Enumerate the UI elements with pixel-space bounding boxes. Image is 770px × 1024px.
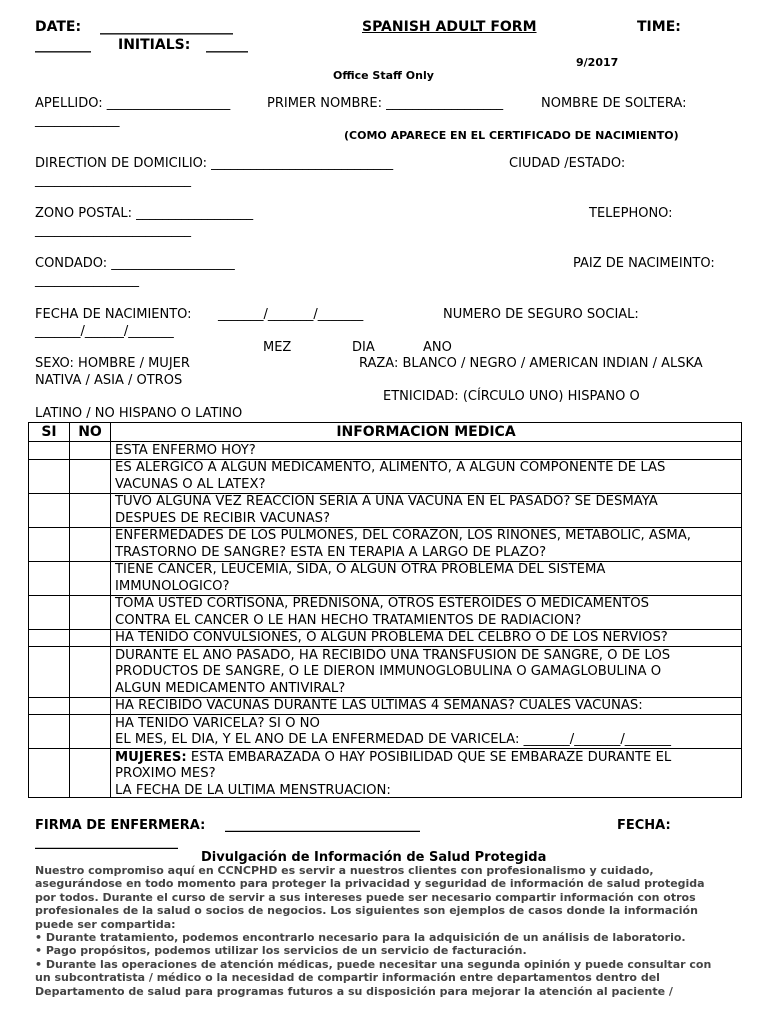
- fecha-nacimiento-label: FECHA DE NACIMIENTO:: [35, 307, 192, 322]
- checkbox-no[interactable]: [70, 528, 110, 562]
- checkbox-no[interactable]: [70, 596, 110, 630]
- date-field[interactable]: ___________________: [100, 19, 233, 35]
- privacy-notice: [35, 864, 740, 998]
- question-text: DESPUES DE RECIBIR VACUNAS?: [115, 510, 331, 526]
- medical-question: [115, 750, 737, 800]
- notice-line: Departamento de salud para programas futuros a su disposición para mejorar la atención al paciente /: [35, 984, 673, 998]
- firma-field[interactable]: ______________________________: [225, 818, 420, 833]
- checkbox-no[interactable]: [70, 698, 110, 716]
- checkbox-si[interactable]: [29, 528, 69, 562]
- question-text: ESTA ENFERMO HOY?: [115, 442, 256, 458]
- checkbox-no[interactable]: [70, 442, 110, 460]
- initials-label: INITIALS:: [118, 37, 191, 53]
- firma-label: FIRMA DE ENFERMERA:: [35, 818, 206, 833]
- sexo-field[interactable]: SEXO: HOMBRE / MUJER: [35, 356, 190, 371]
- question-text: HA TENIDO CONVULSIONES, O ALGUN PROBLEMA DEL CELBRO O DE LOS NERVIOS?: [115, 630, 668, 645]
- notice-line: un subcontratista / médico o la necesidad de compartir información entre departamentos dentro del: [35, 971, 660, 985]
- column-header-no: NO: [78, 424, 102, 440]
- medical-question: [115, 648, 737, 698]
- question-text: EL MES, EL DIA, Y EL ANO DE LA ENFERMEDAD DE VARICELA: _______/_______/_______: [115, 732, 671, 747]
- checkbox-no[interactable]: [70, 630, 110, 648]
- fecha-field[interactable]: ______________________: [35, 835, 178, 850]
- checkbox-si[interactable]: [29, 596, 69, 630]
- checkbox-no[interactable]: [70, 715, 110, 749]
- checkbox-si[interactable]: [29, 715, 69, 749]
- initials-prefix-field[interactable]: ________: [35, 37, 91, 53]
- mujeres-label: MUJERES:: [115, 749, 187, 765]
- medical-question: [115, 443, 737, 460]
- question-text: ESTA EMBARAZADA O HAY POSIBILIDAD QUE SE EMBARAZE DURANTE EL: [186, 749, 672, 765]
- apellido-field[interactable]: APELLIDO: ___________________: [35, 96, 231, 111]
- revision-date: 9/2017: [576, 56, 619, 69]
- raza-field-cont: NATIVA / ASIA / OTROS: [35, 373, 183, 388]
- telefono-label: TELEPHONO:: [589, 206, 673, 221]
- seguro-social-field[interactable]: _______/______/_______: [35, 324, 174, 339]
- question-text: LA FECHA DE LA ULTIMA MENSTRUACION:: [115, 782, 391, 798]
- question-text: TRASTORNO DE SANGRE? ESTA EN TERAPIA A LARGO DE PLAZO?: [115, 544, 547, 560]
- medical-question: [115, 698, 737, 715]
- seguro-social-label: NUMERO DE SEGURO SOCIAL:: [443, 307, 639, 322]
- fecha-label: FECHA:: [617, 818, 671, 833]
- date-label: DATE:: [35, 19, 82, 35]
- checkbox-no[interactable]: [70, 494, 110, 528]
- checkbox-si[interactable]: [29, 562, 69, 596]
- question-text: PROXIMO MES?: [115, 766, 216, 781]
- question-text: ALGUN MEDICAMENTO ANTIVIRAL?: [115, 680, 346, 696]
- postal-field[interactable]: ZONO POSTAL: __________________: [35, 206, 254, 221]
- telefono-field[interactable]: ________________________: [35, 223, 191, 238]
- certificado-note: (COMO APARECE EN EL CERTIFICADO DE NACIMIENTO): [344, 129, 679, 142]
- domicilio-field[interactable]: DIRECTION DE DOMICILIO: ____________________________: [35, 156, 394, 171]
- pais-field[interactable]: ________________: [35, 273, 139, 288]
- question-text: PRODUCTOS DE SANGRE, O LE DIERON IMMUNOGLOBULINA O GAMAGLOBULINA O: [115, 664, 662, 679]
- ano-label: ANO: [423, 340, 452, 355]
- question-text: IMMUNOLOGICO?: [115, 578, 230, 594]
- condado-field[interactable]: CONDADO: ___________________: [35, 256, 235, 271]
- notice-line: • Durante tratamiento, podemos encontrarlo necesario para la adquisición de un análisis de laboratorio.: [35, 931, 686, 945]
- question-text: VACUNAS O AL LATEX?: [115, 476, 266, 492]
- checkbox-si[interactable]: [29, 442, 69, 460]
- time-label: TIME:: [637, 19, 681, 35]
- initials-field[interactable]: ______: [206, 37, 248, 53]
- notice-line: profesionales de la salud o socios de negocios. Los siguientes son ejemplos de casos donde la información: [35, 904, 698, 918]
- medical-question: [115, 716, 737, 749]
- notice-line: Nuestro compromiso aquí en CCNCPHD es servir a nuestros clientes con profesionalismo y cuidado,: [35, 864, 654, 877]
- notice-line: • Durante las operaciones de atención médicas, puede necesitar una segunda opinión y puede consultar con: [35, 957, 712, 971]
- medical-question: [115, 630, 737, 647]
- raza-field[interactable]: RAZA: BLANCO / NEGRO / AMERICAN INDIAN / ALSKA: [359, 356, 703, 371]
- notice-line: puede ser compartida:: [35, 917, 176, 931]
- form-title: SPANISH ADULT FORM: [362, 19, 537, 35]
- pais-label: PAIZ DE NACIMEINTO:: [573, 256, 715, 271]
- checkbox-si[interactable]: [29, 698, 69, 716]
- column-header-info: INFORMACION MEDICA: [336, 424, 516, 440]
- notice-line: • Pago propósitos, podemos utilizar los servicios de un servicio de facturación.: [35, 944, 527, 958]
- office-note: Office Staff Only: [333, 69, 434, 82]
- medical-question: [115, 460, 737, 493]
- medical-question: [115, 562, 737, 595]
- question-text: TUVO ALGUNA VEZ REACCION SERIA A UNA VACUNA EN EL PASADO? SE DESMAYA: [115, 494, 658, 509]
- column-header-si: SI: [41, 424, 57, 440]
- question-text: HA RECIBIDO VACUNAS DURANTE LAS ULTIMAS 4 SEMANAS? CUALES VACUNAS:: [115, 698, 643, 713]
- notice-line: por todos. Durante el curso de servir a sus intereses puede ser necesario compartir información con otros: [35, 890, 696, 904]
- etnicidad-field[interactable]: ETNICIDAD: (CÍRCULO UNO) HISPANO O: [383, 389, 640, 404]
- checkbox-no[interactable]: [70, 562, 110, 596]
- notice-line: asegurándose en todo momento para proteger la privacidad y seguridad de información de salud protegida: [35, 877, 705, 891]
- checkbox-no[interactable]: [70, 647, 110, 698]
- question-text: DURANTE EL ANO PASADO, HA RECIBIDO UNA TRANSFUSION DE SANGRE, O DE LOS: [115, 647, 671, 663]
- primer-nombre-field[interactable]: PRIMER NOMBRE: __________________: [267, 96, 504, 111]
- dia-label: DIA: [352, 340, 375, 355]
- checkbox-si[interactable]: [29, 630, 69, 648]
- nombre-soltera-field[interactable]: _____________: [35, 113, 120, 128]
- checkbox-no[interactable]: [70, 749, 110, 800]
- medical-info-table: [28, 422, 742, 798]
- notice-title: Divulgación de Información de Salud Protegida: [201, 850, 547, 865]
- question-text: TOMA USTED CORTISONA, PREDNISONA, OTROS ESTEROIDES O MEDICAMENTOS: [115, 596, 649, 611]
- medical-question: [115, 596, 737, 629]
- checkbox-si[interactable]: [29, 749, 69, 800]
- fecha-nacimiento-field[interactable]: _______/_______/_______: [218, 307, 364, 322]
- mez-label: MEZ: [263, 340, 292, 355]
- etnicidad-field-cont: LATINO / NO HISPANO O LATINO: [35, 406, 243, 421]
- ciudad-field[interactable]: ________________________: [35, 173, 191, 188]
- checkbox-no[interactable]: [70, 460, 110, 494]
- checkbox-si[interactable]: [29, 494, 69, 528]
- nombre-soltera-label: NOMBRE DE SOLTERA:: [541, 96, 687, 111]
- checkbox-si[interactable]: [29, 460, 69, 494]
- question-text: CONTRA EL CANCER O LE HAN HECHO TRATAMIENTOS DE RADIACION?: [115, 612, 582, 628]
- question-text: ES ALERGICO A ALGUN MEDICAMENTO, ALIMENTO, A ALGUN COMPONENTE DE LAS: [115, 460, 666, 475]
- checkbox-si[interactable]: [29, 647, 69, 698]
- question-text: HA TENIDO VARICELA? SI O NO: [115, 715, 320, 731]
- question-text: TIENE CANCER, LEUCEMIA, SIDA, O ALGUN OTRA PROBLEMA DEL SISTEMA: [115, 562, 606, 577]
- medical-question: [115, 528, 737, 561]
- ciudad-label: CIUDAD /ESTADO:: [509, 156, 626, 171]
- question-text: ENFERMEDADES DE LOS PULMONES, DEL CORAZON, LOS RINONES, METABOLIC, ASMA,: [115, 528, 691, 543]
- medical-question: [115, 494, 737, 527]
